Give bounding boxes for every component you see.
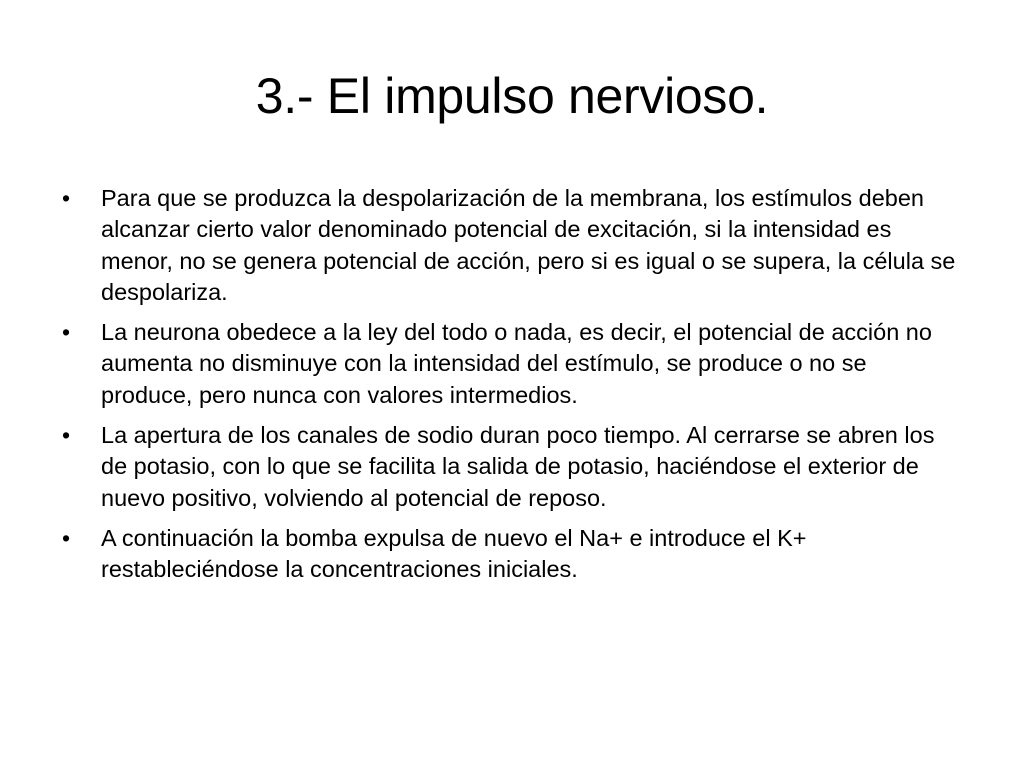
bullet-text: A continuación la bomba expulsa de nuevo el Na+ e introduce el K+ restableciéndose la concentraciones iniciales. xyxy=(101,524,807,583)
bullet-icon: • xyxy=(62,524,71,551)
bullet-text: La neurona obedece a la ley del todo o nada, es decir, el potencial de acción no aumenta no disminuye con la intensidad del estímulo, se produce o no se produce, pero nunca con valores intermedios. xyxy=(101,319,932,408)
bullet-icon: • xyxy=(62,185,71,211)
bullet-item xyxy=(62,183,962,308)
bullet-icon: • xyxy=(62,422,71,449)
bullet-item xyxy=(62,420,962,514)
bullet-text: La apertura de los canales de sodio duran poco tiempo. Al cerrarse se abren los de potasio, con lo que se facilita la salida de potasio, haciéndose el exterior de nuevo positivo, volviendo al potencial de reposo. xyxy=(101,422,935,511)
bullet-item xyxy=(62,523,962,586)
bullet-text: Para que se produzca la despolarización de la membrana, los estímulos deben alcanzar cierto valor denominado potencial de excitación, si la intensidad es menor, no se genera potencial de acción, pero si es igual o se supera, la célula se despolariza. xyxy=(101,185,956,305)
slide-title: 3.- El impulso nervioso. xyxy=(255,68,769,124)
bullet-item xyxy=(62,317,962,411)
bullet-list xyxy=(62,183,962,595)
bullet-icon: • xyxy=(62,319,71,346)
